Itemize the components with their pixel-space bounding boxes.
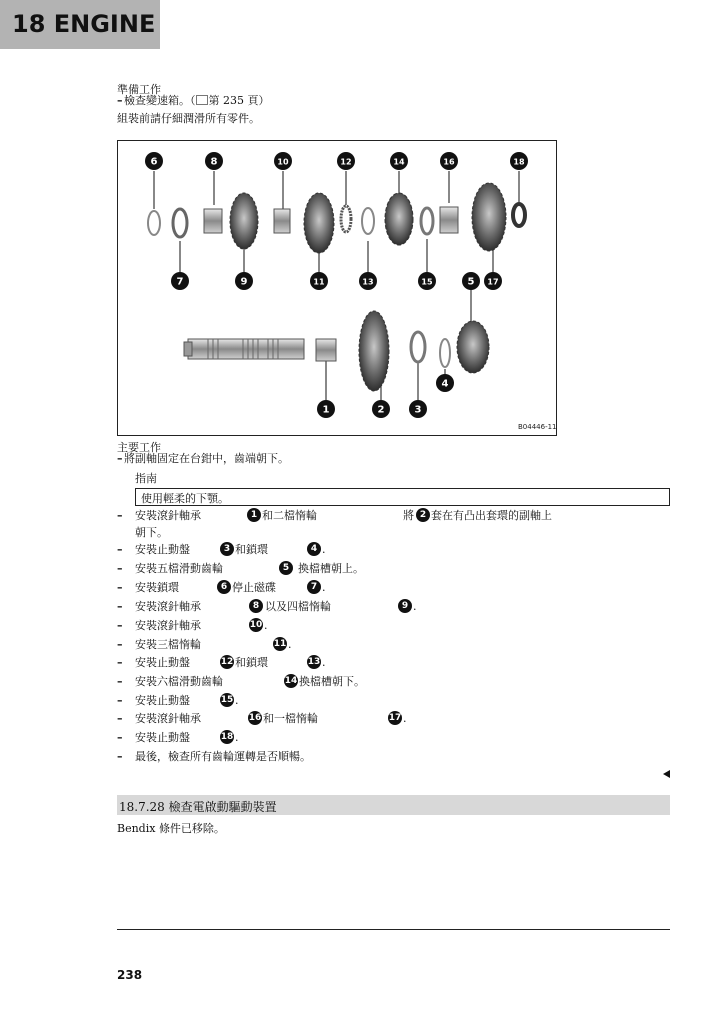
step-action-8: 安裝止動盤 — [135, 656, 190, 669]
figure-code: B04446-11 — [518, 423, 556, 431]
step-detail-2: 和鎖環 — [235, 543, 268, 556]
bullet-dash: – — [117, 452, 123, 465]
step-detail-9: 換檔槽朝下。 — [299, 675, 365, 688]
bullet-dash: – — [117, 712, 123, 725]
step-action-7: 安裝三檔惰輪 — [135, 638, 201, 651]
bullet-dash: – — [117, 675, 123, 688]
part-marker-9: 9 — [398, 599, 412, 613]
bullet-dash: – — [117, 731, 123, 744]
callout-label-7: 7 — [176, 276, 184, 288]
part-marker-1: 1 — [247, 508, 261, 522]
callout-label-17: 17 — [487, 277, 499, 287]
prep-step-ref[interactable]: 第 235 頁） — [208, 94, 270, 107]
step-tail-11: . — [403, 712, 407, 725]
step-detail-12: . — [235, 731, 239, 744]
note-title: 指南 — [135, 472, 157, 485]
part-marker-2: 2 — [416, 508, 430, 522]
note-box — [135, 488, 670, 506]
part-marker-7: 7 — [307, 580, 321, 594]
step-action-4: 安裝鎖環 — [135, 581, 179, 594]
prep-step — [124, 94, 270, 107]
step-detail-11: 和一檔惰輪 — [263, 712, 318, 725]
main-step-intro: 將副軸固定在台鉗中，齒端朝下。 — [124, 452, 289, 465]
bullet-dash: – — [117, 543, 123, 556]
part-marker-3: 3 — [220, 542, 234, 556]
callout-label-10: 10 — [277, 157, 289, 167]
part-marker-4: 4 — [307, 542, 321, 556]
callout-label-16: 16 — [443, 157, 455, 167]
bullet-dash: – — [117, 750, 123, 763]
step-action-3: 安裝五檔滑動齒輪 — [135, 562, 223, 575]
exploded-gear-diagram — [118, 141, 556, 435]
step-detail-7: . — [288, 638, 292, 651]
part-marker-15: 15 — [220, 695, 234, 705]
bullet-dash: – — [117, 638, 123, 651]
callout-label-14: 14 — [393, 157, 405, 167]
section-title: 18.7.28 檢查電啟動驅動裝置 — [119, 800, 277, 814]
step-action-2: 安裝止動盤 — [135, 543, 190, 556]
chapter-title: 18 ENGINE — [12, 10, 156, 38]
part-marker-14: 14 — [284, 676, 298, 686]
step-action-10: 安裝止動盤 — [135, 694, 190, 707]
bullet-dash: – — [117, 656, 123, 669]
callout-label-13: 13 — [362, 277, 374, 287]
step-action-1: 安裝滾針軸承 — [135, 509, 201, 522]
footer-divider — [117, 929, 670, 930]
note-text: 使用輕柔的下顎。 — [141, 492, 229, 505]
step-detail-6: . — [264, 619, 268, 632]
section-text: Bendix 條件已移除。 — [117, 822, 225, 835]
prep-instruction: 組裝前請仔細潤滑所有零件。 — [117, 112, 260, 125]
callout-label-3: 3 — [414, 404, 422, 416]
step-action-11: 安裝滾針軸承 — [135, 712, 201, 725]
bullet-dash: – — [117, 562, 123, 575]
callout-label-2: 2 — [377, 404, 385, 416]
part-marker-6: 6 — [217, 580, 231, 594]
step-tail-5: . — [413, 600, 417, 613]
section-header — [117, 795, 670, 815]
step-tail-8: . — [322, 656, 326, 669]
callout-label-12: 12 — [340, 157, 352, 167]
step-detail-10: . — [235, 694, 239, 707]
bullet-dash: – — [117, 694, 123, 707]
step-action-12: 安裝止動盤 — [135, 731, 190, 744]
callout-label-18: 18 — [513, 157, 525, 167]
callout-label-6: 6 — [150, 156, 158, 168]
step-detail-1: 和二檔惰輪 — [262, 509, 317, 522]
part-marker-8: 8 — [249, 599, 263, 613]
step-action-5: 安裝滾針軸承 — [135, 600, 201, 613]
part-marker-17: 17 — [388, 713, 402, 723]
step-action-6: 安裝滾針軸承 — [135, 619, 201, 632]
transmission-figure — [117, 140, 557, 436]
step-detail-8: 和鎖環 — [235, 656, 268, 669]
step-detail-3: 換檔槽朝上。 — [298, 562, 364, 575]
step-detail-4: 停止磁碟 — [232, 581, 276, 594]
callout-label-5: 5 — [467, 276, 475, 288]
step-tail-4: . — [322, 581, 326, 594]
part-marker-10: 10 — [249, 620, 263, 630]
step-detail-5: 以及四檔惰輪 — [265, 600, 331, 613]
bullet-dash: – — [117, 600, 123, 613]
bullet-dash: – — [117, 509, 123, 522]
callout-label-9: 9 — [240, 276, 248, 288]
book-icon — [196, 95, 208, 105]
part-marker-11: 11 — [273, 639, 287, 649]
part-marker-13: 13 — [307, 657, 321, 667]
step-tail-1: 套在有凸出套環的副軸上 — [431, 509, 552, 522]
bullet-dash: – — [117, 94, 123, 107]
bullet-dash: – — [117, 619, 123, 632]
bullet-dash: – — [117, 581, 123, 594]
main-heading: 主要工作 — [117, 441, 161, 454]
part-marker-12: 12 — [220, 657, 234, 667]
step-continuation-1: 朝下。 — [135, 526, 168, 539]
callout-label-4: 4 — [441, 378, 449, 390]
callout-label-8: 8 — [210, 156, 218, 168]
end-of-section-icon — [663, 770, 670, 778]
part-marker-16: 16 — [248, 713, 262, 723]
part-marker-18: 18 — [220, 732, 234, 742]
callout-label-15: 15 — [421, 277, 433, 287]
prep-heading: 準備工作 — [117, 83, 161, 96]
part-marker-5: 5 — [279, 561, 293, 575]
step-action-9: 安裝六檔滑動齒輪 — [135, 675, 223, 688]
prep-step-text: 檢查變速箱。（ — [124, 94, 196, 107]
chapter-header — [0, 0, 160, 49]
step-action-13: 最後，檢查所有齒輪運轉是否順暢。 — [135, 750, 311, 763]
step-tail-2: . — [322, 543, 326, 556]
callout-label-1: 1 — [322, 404, 330, 416]
callout-label-11: 11 — [313, 277, 325, 287]
page-number: 238 — [117, 968, 143, 982]
step-connector-1: 將 — [403, 509, 414, 522]
